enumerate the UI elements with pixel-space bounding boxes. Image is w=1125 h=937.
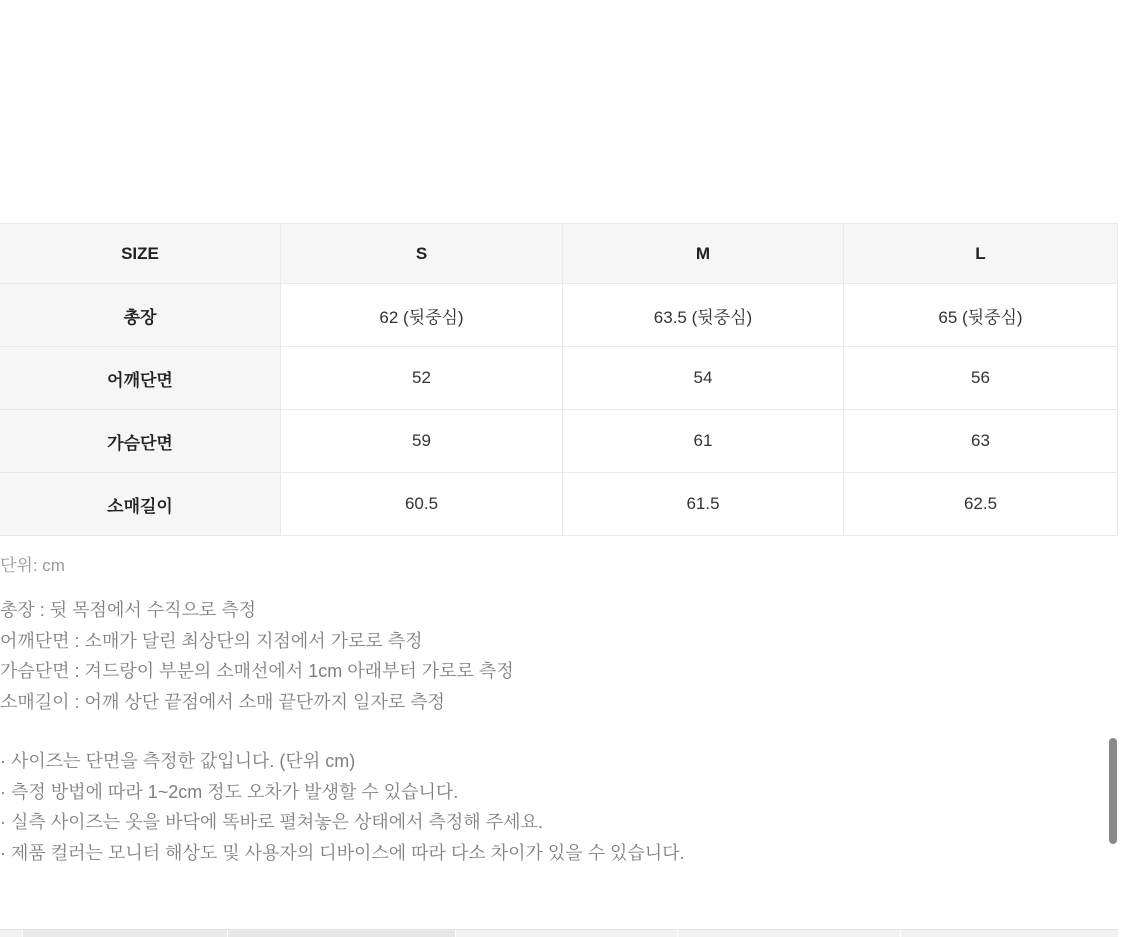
guide-line-chest: 가슴단면 : 겨드랑이 부분의 소매선에서 1cm 아래부터 가로로 측정	[0, 661, 514, 681]
unit-note: 단위: cm	[0, 556, 65, 575]
next-table-top-edge	[0, 929, 1125, 937]
value-chest-s: 59	[281, 410, 563, 473]
scrollbar-track[interactable]	[1118, 0, 1125, 937]
size-table-header-s: S	[281, 224, 563, 284]
next-table-segment	[22, 930, 227, 937]
next-table-segment	[677, 930, 900, 937]
value-total-length-l: 65 (뒷중심)	[844, 284, 1117, 347]
next-table-segment	[900, 930, 1120, 937]
row-label-chest: 가슴단면	[0, 410, 281, 473]
size-table-header-m: M	[563, 224, 844, 284]
size-table-header-l: L	[844, 224, 1117, 284]
value-total-length-s: 62 (뒷중심)	[281, 284, 563, 347]
value-chest-m: 61	[563, 410, 844, 473]
note-line-2: · 측정 방법에 따라 1~2cm 정도 오차가 발생할 수 있습니다.	[0, 781, 459, 802]
scrollbar-thumb[interactable]	[1109, 738, 1117, 844]
guide-line-total-length: 총장 : 뒷 목점에서 수직으로 측정	[0, 600, 257, 620]
row-label-shoulder: 어깨단면	[0, 347, 281, 410]
value-sleeve-m: 61.5	[563, 473, 844, 536]
value-total-length-m: 63.5 (뒷중심)	[563, 284, 844, 347]
value-shoulder-s: 52	[281, 347, 563, 410]
value-shoulder-l: 56	[844, 347, 1117, 410]
guide-line-sleeve: 소매길이 : 어깨 상단 끝점에서 소매 끝단까지 일자로 측정	[0, 691, 445, 712]
next-table-segment	[227, 930, 455, 937]
value-sleeve-l: 62.5	[844, 473, 1117, 536]
next-table-segment	[0, 930, 22, 937]
guide-line-shoulder: 어깨단면 : 소매가 달린 최상단의 지점에서 가로로 측정	[0, 630, 423, 651]
next-table-segment	[455, 930, 677, 937]
note-line-3: · 실측 사이즈는 옷을 바닥에 똑바로 펼쳐놓은 상태에서 측정해 주세요.	[0, 812, 543, 832]
size-table-header-size: SIZE	[0, 224, 281, 284]
note-line-1: · 사이즈는 단면을 측정한 값입니다. (단위 cm)	[0, 751, 356, 771]
value-shoulder-m: 54	[563, 347, 844, 410]
row-label-sleeve: 소매길이	[0, 473, 281, 536]
size-notes	[0, 746, 685, 868]
size-table	[0, 223, 1118, 536]
row-label-total-length: 총장	[0, 284, 281, 347]
value-chest-l: 63	[844, 410, 1117, 473]
measurement-guide	[0, 595, 514, 717]
note-line-4: · 제품 컬러는 모니터 해상도 및 사용자의 디바이스에 따라 다소 차이가 있을 수 있습니다.	[0, 842, 685, 863]
value-sleeve-s: 60.5	[281, 473, 563, 536]
